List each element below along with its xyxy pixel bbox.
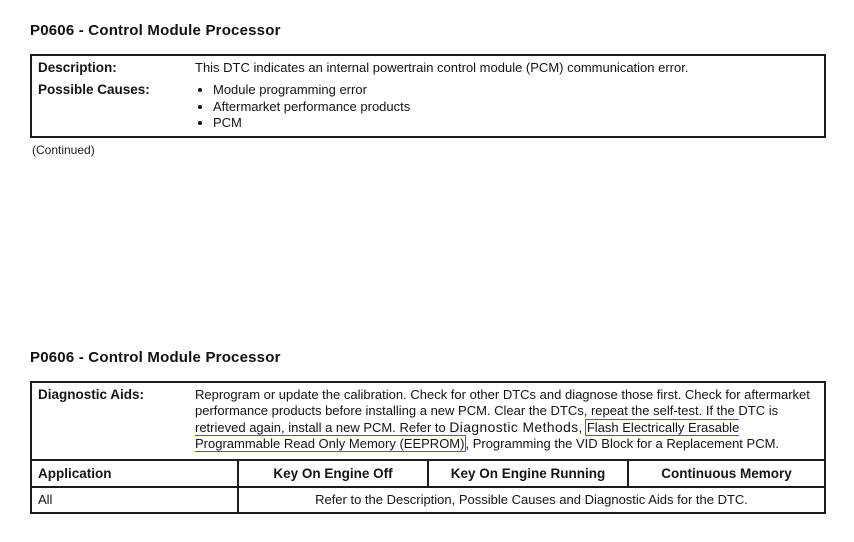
description-table: [30, 54, 826, 138]
diagnostic-table: [30, 381, 826, 514]
possible-causes-list: [195, 78, 824, 136]
list-item: • PCM: [213, 115, 816, 131]
eeprom-link[interactable]: Flash Electrically Erasable Programmable Read Only Memory (EEPROM): [195, 419, 740, 451]
continued-note: (Continued): [32, 142, 95, 157]
dtc-section-top: [30, 22, 826, 157]
column-header-key-on-engine-off: Key On Engine Off: [237, 461, 427, 486]
table-row: [32, 78, 824, 136]
application-header-row: [32, 459, 824, 486]
diagnostic-aids-body: ,: [578, 419, 586, 435]
application-cell: All: [38, 491, 53, 507]
dtc-title: P0606 - Control Module Processor: [30, 348, 281, 366]
row-label-possible-causes: Possible Causes:: [38, 82, 150, 97]
row-label-description: Description:: [38, 60, 117, 75]
table-row: [32, 56, 824, 78]
diagnostic-aids-body: Reprogram or update the calibration. Check for other DTCs and diagnose those first. Check for aftermarket performance products before installing a new PCM. Clear the DTCs, repeat the self-test. If the DTC is retrieved again, install a new PCM. Refer to: [195, 386, 810, 435]
diagnostic-aids-text: [195, 383, 824, 459]
refer-cell: Refer to the Description, Possible Causes and Diagnostic Aids for the DTC.: [237, 488, 824, 512]
column-header-application: Application: [38, 465, 112, 481]
dtc-title: P0606 - Control Module Processor: [30, 22, 281, 39]
table-row: [32, 383, 824, 459]
reference-text: Diagnostic Methods: [449, 419, 579, 435]
table-row: [32, 486, 824, 512]
list-item: • Aftermarket performance products: [213, 99, 816, 115]
diagnostic-aids-body: , Programming the VID Block for a Replacement PCM.: [465, 436, 780, 451]
list-item: • Module programming error: [213, 82, 816, 98]
column-header-continuous-memory: Continuous Memory: [627, 461, 824, 486]
row-label-diagnostic-aids: Diagnostic Aids:: [38, 386, 145, 402]
dtc-section-bottom: [30, 349, 826, 514]
description-text: This DTC indicates an internal powertrain control module (PCM) communication error.: [195, 60, 689, 75]
column-header-key-on-engine-running: Key On Engine Running: [427, 461, 627, 486]
